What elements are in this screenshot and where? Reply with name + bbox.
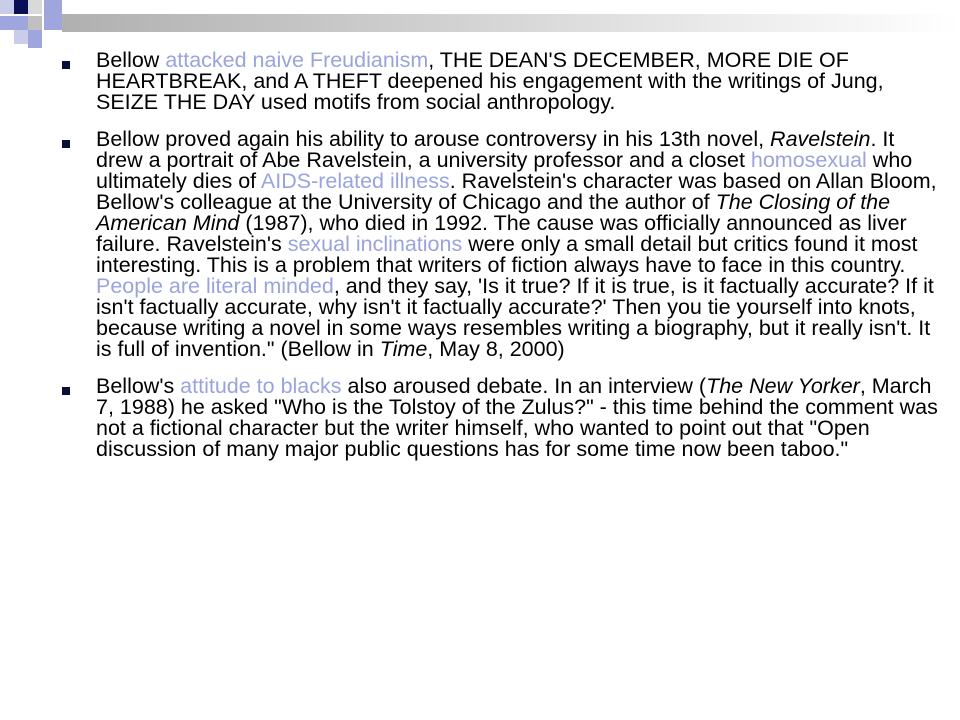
text-run: also aroused debate. In an interview ( [341,374,707,398]
hyperlink[interactable]: sexual inclinations [287,232,463,256]
text-run: (1987), who died in 1992. The cause was officially announced as liver failure. Ravelstein's [96,211,907,256]
italic-title: Time [379,337,428,361]
bullet-paragraph [58,50,938,113]
hyperlink[interactable]: People are literal minded [96,274,334,298]
bullet-paragraph [58,129,938,360]
bullet-square-icon [62,61,70,69]
corner-square-light [14,30,28,44]
corner-decoration [0,0,62,62]
slide-body [58,50,938,476]
corner-square-blue [0,16,28,30]
italic-title: The Closing of the American Mind [96,190,891,235]
text-run: . It drew a portrait of Abe Ravelstein, a university professor and a closet [96,127,895,172]
hyperlink[interactable]: AIDS-related illness [260,169,450,193]
text-run: , May 8, 2000) [427,337,565,361]
corner-square-light [0,0,14,14]
text-run: who ultimately dies of [96,148,913,193]
corner-square-blue [44,0,62,30]
italic-title: The New Yorker [706,374,860,398]
hyperlink[interactable]: homosexual [750,148,867,172]
hyperlink[interactable]: attitude to blacks [180,374,342,398]
text-run: Bellow [96,48,166,72]
text-run: . Ravelstein's character was based on Allan Bloom, Bellow's colleague at the University of Chicago and the author of [96,169,937,214]
text-run: , March 7, 1988) he asked "Who is the Tolstoy of the Zulus?" - this time behind the comment was not a fictional character but the writer himself, who wanted to point out that "Open discussion of many major public questions has for some time now been taboo." [96,374,938,461]
bullet-square-icon [62,387,70,395]
hyperlink[interactable]: attacked naive Freudianism [165,48,429,72]
text-run: , and they say, 'Is it true? If it is true, is it factually accurate? If it isn't factually accurate, why isn't it factually accurate?' Then you tie yourself into knots, because writing a novel in some ways resembles writing a biography, but it really isn't. It is full of invention." (Bellow in [96,274,934,361]
bullet-square-icon [62,140,70,148]
text-run: were only a small detail but critics found it most interesting. This is a problem that writers of fiction always have to face in this country. [96,232,918,277]
corner-square-blue [28,30,42,48]
corner-square-navy [14,0,28,14]
header-gradient-bar [62,14,960,32]
text-run: , THE DEAN'S DECEMBER, MORE DIE OF HEARTBREAK, and A THEFT deepened his engagement with the writings of Jung, SEIZE THE DAY used motifs from social anthropology. [96,48,884,114]
bullet-list [58,50,938,460]
text-run: Bellow proved again his ability to arouse controversy in his 13th novel, [96,127,771,151]
corner-square-gray [28,0,42,14]
italic-title: Ravelstein [770,127,871,151]
text-run: Bellow's [96,374,181,398]
bullet-paragraph [58,376,938,460]
corner-square-gray [28,16,42,30]
